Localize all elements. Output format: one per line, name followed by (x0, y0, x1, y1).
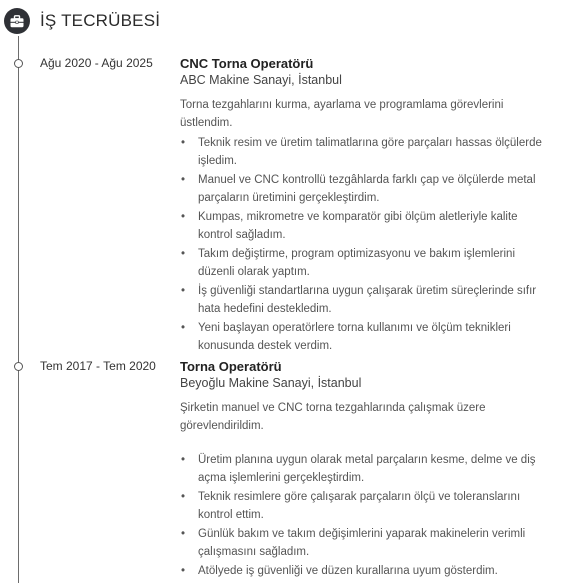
company-name: ABC Makine Sanayi, İstanbul (180, 73, 342, 87)
entry-body (180, 359, 550, 581)
list-item: • Atölyede iş güvenliği ve düzen kurallarına uyum gösterdim. (180, 562, 550, 580)
entry-date: Ağu 2020 - Ağu 2025 (40, 56, 153, 70)
job-description: Şirketin manuel ve CNC torna tezgahlarında çalışmak üzere görevlendirildim. (180, 402, 486, 432)
job-title: Torna Operatörü (180, 359, 282, 374)
list-item: • Teknik resimlere göre çalışarak parçaların ölçü ve toleranslarını kontrol ettim. (180, 488, 550, 524)
job-description: Torna tezgahlarını kurma, ayarlama ve programlama görevlerini üstlendim. (180, 99, 504, 129)
entry-body (180, 56, 550, 356)
briefcase-icon (4, 8, 30, 34)
job-title: CNC Torna Operatörü (180, 56, 314, 71)
entry-date: Tem 2017 - Tem 2020 (40, 359, 156, 373)
timeline-dot (14, 59, 23, 68)
list-item: • Manuel ve CNC kontrollü tezgâhlarda farklı çap ve ölçülerde metal parçaların üretimini gerçekleştirdim. (180, 171, 550, 207)
timeline-dot (14, 362, 23, 371)
responsibility-list (180, 451, 550, 580)
responsibility-list (180, 134, 550, 355)
list-item: • Teknik resim ve üretim talimatlarına göre parçaları hassas ölçülerde işledim. (180, 134, 550, 170)
company-name: Beyoğlu Makine Sanayi, İstanbul (180, 376, 362, 390)
list-item: • Takım değiştirme, program optimizasyonu ve bakım işlemlerini düzenli olarak yaptım. (180, 245, 550, 281)
list-item: • Üretim planına uygun olarak metal parçaların kesme, delme ve diş açma işlemlerini gerçekleştirdim. (180, 451, 550, 487)
list-item: • İş güvenliği standartlarına uygun çalışarak üretim süreçlerinde sıfır hata hedefini destekledim. (180, 282, 550, 318)
timeline-line (18, 36, 19, 583)
section-title: İŞ TECRÜBESİ (40, 11, 161, 30)
section-header (4, 6, 160, 36)
list-item: • Günlük bakım ve takım değişimlerini yaparak makinelerin verimli çalışmasını sağladım. (180, 525, 550, 561)
list-item: • Kumpas, mikrometre ve komparatör gibi ölçüm aletleriyle kalite kontrol sağladım. (180, 208, 550, 244)
list-item: • Yeni başlayan operatörlere torna kullanımı ve ölçüm teknikleri konusunda destek verdim. (180, 319, 550, 355)
